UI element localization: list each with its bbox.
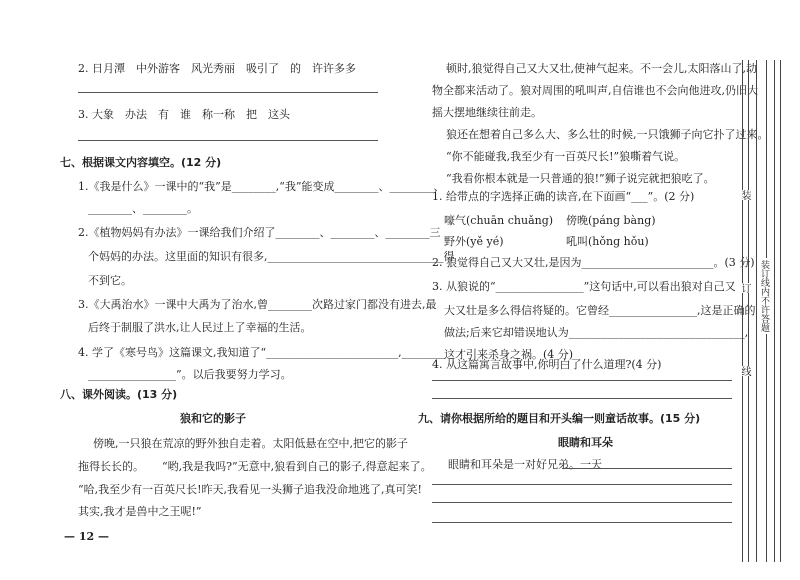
- r-q4: 4. 从这篇寓言故事中,你明白了什么道理?(4 分): [432, 358, 662, 371]
- s7-q1-line2: ________、________。: [88, 202, 198, 215]
- story-continued-2: 狼还在想着自己多么大、多么壮的时候,一只饿狮子向它扑了过来。: [446, 128, 769, 141]
- answer-line[interactable]: [432, 484, 732, 485]
- story-continued-3: “你不能碰我,我至少有一百英尺长!”狼嘶着气说。: [446, 150, 686, 163]
- binding-label-zhuang: 装: [739, 190, 750, 200]
- section-9-title: 九、请你根据所给的题目和开头编一则童话故事。(15 分): [418, 412, 701, 425]
- answer-line[interactable]: [78, 92, 378, 93]
- binding-label-ding: 订: [739, 283, 750, 293]
- story-paragraph-3b: 其实,我才是兽中之王呢!”: [78, 505, 202, 518]
- answer-line[interactable]: [432, 398, 732, 399]
- story-continued-1a: 顿时,狼觉得自己又大又壮,使神气起来。不一会儿,太阳落山了,动: [446, 62, 757, 75]
- story-paragraph-1a: 傍晚,一只狼在荒凉的野外独自走着。太阳低悬在空中,把它的影子: [93, 437, 408, 450]
- s7-q2-line2: 个妈妈的办法。这里面的知识有很多,________________________________得: [88, 250, 455, 263]
- story-title: 狼和它的影子: [180, 412, 246, 425]
- pinyin-choice-2[interactable]: 傍晚(páng bàng): [566, 214, 656, 227]
- story-continued-1c: 摇大摆地继续往前走。: [432, 106, 542, 119]
- binding-line: [748, 60, 749, 562]
- story-paragraph-1b: 拖得长长的。: [78, 460, 144, 473]
- binding-line: [774, 60, 775, 562]
- r-q2: 2. 狼觉得自己又大又壮,是因为________________________。(3 分): [432, 256, 755, 269]
- r-q3-line4: 这才引来杀身之祸。(4 分): [444, 348, 574, 361]
- s7-q4-line1: 4. 学了《寒号鸟》这篇课文,我知道了“________________________,________: [78, 346, 446, 359]
- composition-opening: 眼睛和耳朵是一对好兄弟。一天: [448, 458, 602, 471]
- page-number: — 12 —: [64, 530, 109, 543]
- composition-title: 眼睛和耳朵: [558, 436, 613, 449]
- binding-line: [780, 60, 781, 562]
- r-q3-line3: 做法;后来它却错误地认为________________________________,: [444, 326, 749, 339]
- pinyin-choice-1[interactable]: 嚎气(chuān chuǎng): [444, 214, 554, 227]
- story-paragraph-3a: “哈,我至少有一百英尺长!昨天,我看见一头狮子追我没命地逃了,真可笑!: [78, 483, 422, 496]
- story-paragraph-2: “哟,我是我吗?”无意中,狼看到自己的影子,得意起来了。: [162, 460, 432, 473]
- story-continued-4: “我看你根本就是一只普通的狼!”狮子说完就把狼吃了。: [446, 172, 715, 185]
- answer-line[interactable]: [78, 140, 378, 141]
- s7-q2-line1: 2.《植物妈妈有办法》一课给我们介绍了________、________、________三: [78, 226, 441, 239]
- pinyin-choice-4[interactable]: 吼叫(hǒng hǒu): [566, 235, 649, 248]
- binding-line: [742, 60, 743, 562]
- section-8-title: 八、课外阅读。(13 分): [60, 388, 178, 401]
- s7-q3-line2: 后终于制服了洪水,让人民过上了幸福的生活。: [88, 321, 312, 334]
- s7-q1-line1: 1.《我是什么》一课中的“我”是________,“我”能变成________、________、: [78, 180, 445, 193]
- s7-q2-line3: 不到它。: [88, 274, 132, 287]
- story-continued-1b: 物全都来活动了。狼对周围的吼叫声,自信谁也不会向他进攻,仍旧大: [432, 84, 758, 97]
- r-q3-line1: 3. 从狼说的“________________”这句话中,可以看出狼对自己又: [432, 280, 736, 293]
- q3-word-order: 3. 大象 办法 有 谁 称一称 把 这头: [78, 108, 290, 121]
- s7-q4-line2: ________________”。以后我要努力学习。: [88, 368, 292, 381]
- answer-line[interactable]: [432, 380, 732, 381]
- answer-line[interactable]: [432, 522, 732, 523]
- section-7-title: 七、根据课文内容填空。(12 分): [60, 156, 222, 169]
- answer-line[interactable]: [562, 468, 732, 469]
- binding-label-xian: 线: [739, 366, 750, 376]
- binding-line: [756, 60, 757, 562]
- binding-warning: 装订线内不许答题: [759, 260, 769, 332]
- s7-q3-line1: 3.《大禹治水》一课中大禹为了治水,曾________次路过家门都没有进去,最: [78, 298, 437, 311]
- r-q1: 1. 给带点的字选择正确的读音,在下面画“___”。(2 分): [432, 190, 695, 203]
- r-q3-line2: 大又壮是多么得信将疑的。它曾经________________,这是正确的: [444, 304, 756, 317]
- answer-line[interactable]: [432, 502, 732, 503]
- pinyin-choice-3[interactable]: 野外(yě yé): [444, 235, 504, 248]
- q2-word-order: 2. 日月潭 中外游客 风光秀丽 吸引了 的 许许多多: [78, 62, 356, 75]
